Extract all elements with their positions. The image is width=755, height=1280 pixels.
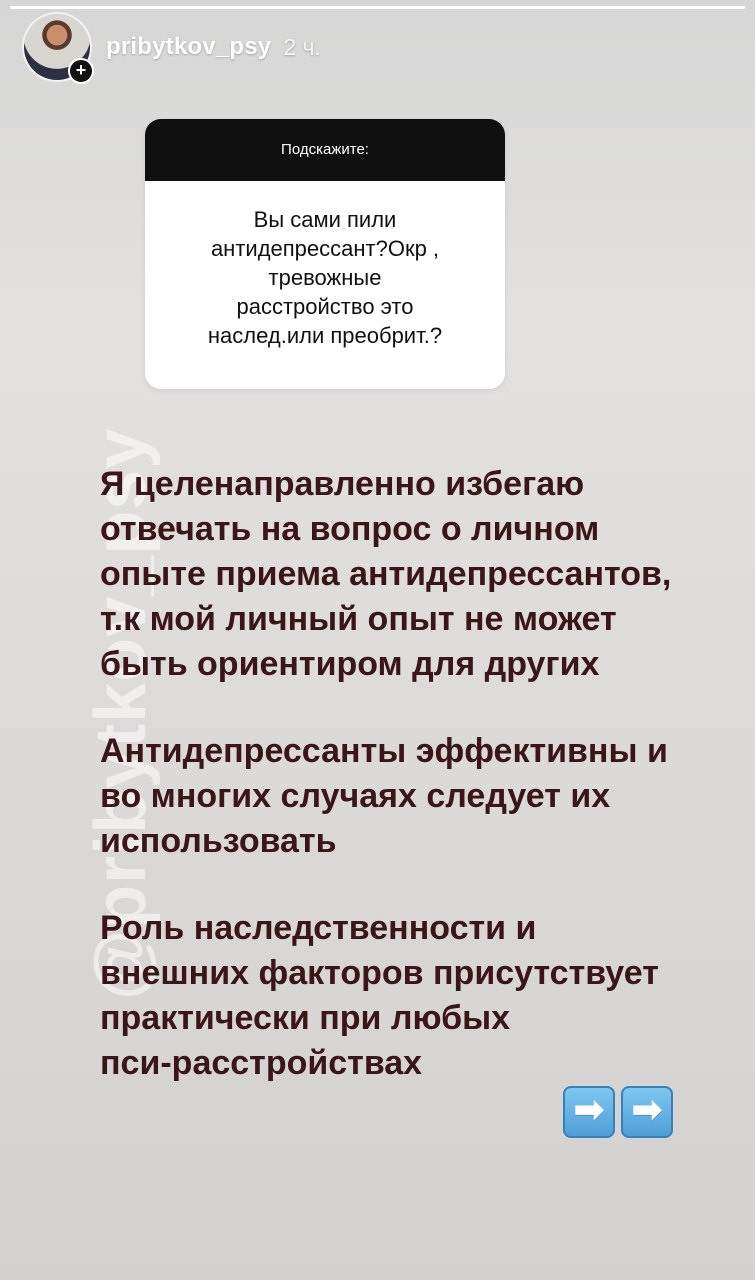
question-line: Вы сами пили bbox=[253, 207, 397, 232]
right-arrow-icon: ➡ bbox=[563, 1086, 615, 1138]
question-sticker bbox=[145, 119, 505, 389]
answer-line: пси-расстройствах bbox=[100, 1044, 423, 1082]
right-arrow-icon: ➡ bbox=[621, 1086, 673, 1138]
question-line: антидепрессант?Окр , bbox=[210, 236, 440, 261]
answer-line: во многих случаях следует их bbox=[100, 777, 611, 815]
question-line: тревожные bbox=[268, 265, 382, 290]
answer-line: Роль наследственности и bbox=[100, 909, 537, 947]
answer-line: отвечать на вопрос о личном bbox=[100, 510, 600, 548]
story-header bbox=[24, 14, 321, 80]
question-sticker-body bbox=[145, 181, 505, 389]
story-progress-fill bbox=[10, 6, 745, 9]
answer-line: Я целенаправленно избегаю bbox=[100, 465, 585, 503]
answer-line: т.к мой личный опыт не может bbox=[100, 600, 617, 638]
post-time: 2 ч. bbox=[283, 33, 321, 60]
avatar-wrapper[interactable] bbox=[24, 14, 90, 80]
answer-paragraph-3 bbox=[100, 906, 740, 1086]
next-arrows bbox=[563, 1086, 673, 1138]
answer-line: быть ориентиром для других bbox=[100, 645, 600, 683]
answer-line: внешних факторов присутствует bbox=[100, 954, 659, 992]
answer-line: опыте приема антидепрессантов, bbox=[100, 555, 672, 593]
plus-icon[interactable]: + bbox=[68, 58, 94, 84]
answer-line: использовать bbox=[100, 822, 337, 860]
answer-line: Антидепрессанты эффективны и bbox=[100, 732, 668, 770]
question-line: расстройство это bbox=[236, 294, 414, 319]
question-sticker-title: Подскажите: bbox=[145, 119, 505, 181]
answer-line: практически при любых bbox=[100, 999, 511, 1037]
story-progress-bar bbox=[10, 6, 745, 9]
username-link[interactable]: pribytkov_psy bbox=[106, 33, 272, 60]
answer-paragraph-1 bbox=[100, 462, 740, 687]
answer-paragraph-2 bbox=[100, 729, 740, 864]
watermark-text: @pribytkov_psy bbox=[81, 427, 161, 1000]
question-line: наслед.или преобрит.? bbox=[207, 323, 443, 348]
